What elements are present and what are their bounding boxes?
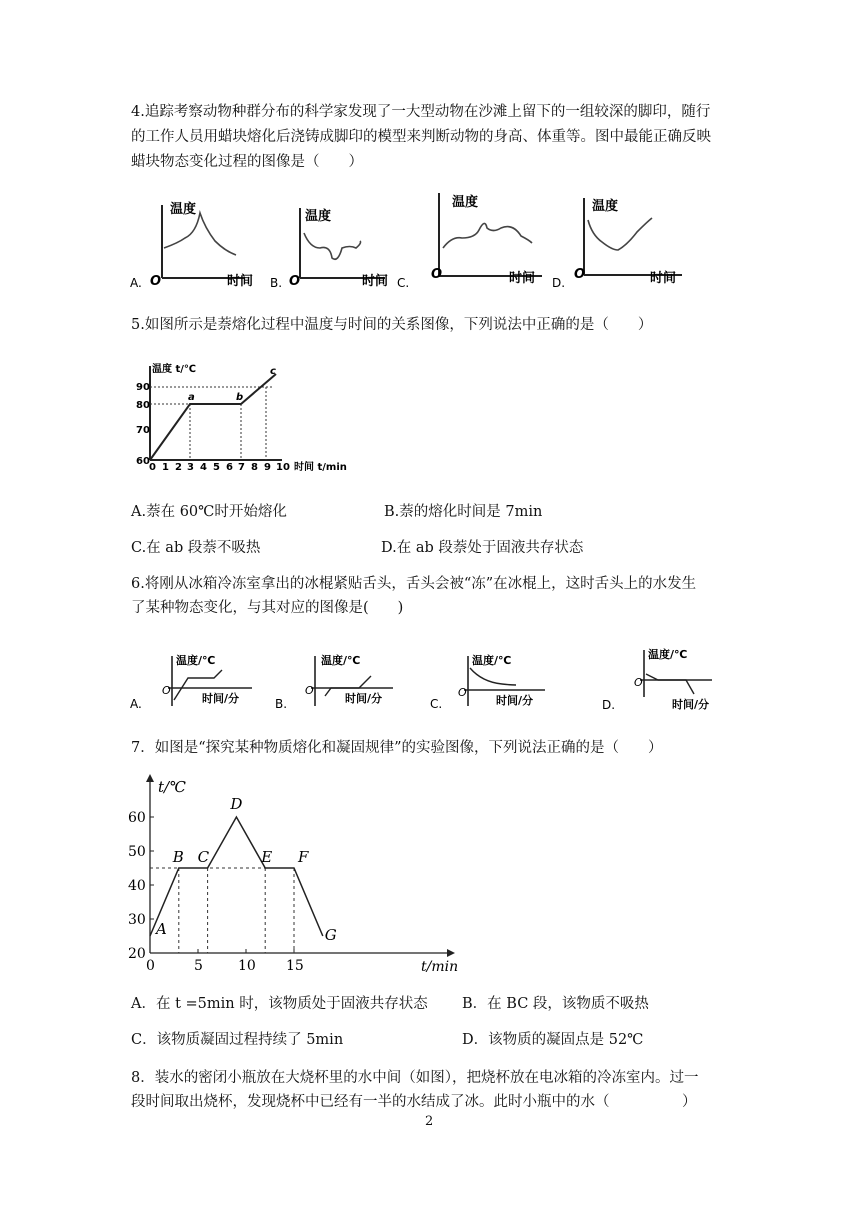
svg-text:0: 0 <box>149 462 156 473</box>
q4-line-1: 4.追踪考察动物种群分布的科学家发现了一大型动物在沙滩上留下的一组较深的脚印，随行 <box>131 104 711 120</box>
q7-point-label: A <box>156 920 167 938</box>
q7-ylabel: t/℃ <box>158 778 186 796</box>
svg-text:O: O <box>634 676 643 689</box>
svg-text:5: 5 <box>213 462 220 473</box>
q7-x-arrow <box>447 949 455 957</box>
svg-text:O: O <box>289 274 301 289</box>
svg-text:80: 80 <box>136 400 150 411</box>
q7-option-c: C．该物质凝固过程持续了 5min <box>131 1032 344 1048</box>
q7-ytick-label: 60 <box>128 810 146 826</box>
svg-text:1: 1 <box>162 462 169 473</box>
svg-text:60: 60 <box>136 456 150 467</box>
q7-point-label: G <box>324 926 337 944</box>
q4-graph-b <box>270 193 390 293</box>
q7-chart-svg <box>125 770 465 975</box>
svg-text:O: O <box>431 267 443 282</box>
q5-ylabel: 温度 t/℃ <box>152 364 197 375</box>
q7-xlabel: t/min <box>421 959 459 975</box>
q5-chart <box>130 362 360 477</box>
q7-ytick-label: 50 <box>128 844 146 860</box>
svg-text:时间/分: 时间/分 <box>345 692 383 705</box>
svg-text:4: 4 <box>200 462 207 473</box>
q7-xtick-label: 0 <box>146 958 155 974</box>
svg-text:6: 6 <box>226 462 233 473</box>
svg-text:时间/分: 时间/分 <box>496 694 534 707</box>
q7-point-label: E <box>261 848 273 866</box>
svg-text:时间: 时间 <box>509 271 536 286</box>
q5-option-b: B.萘的熔化时间是 7min <box>384 504 543 520</box>
svg-text:D.: D. <box>552 276 566 290</box>
svg-text:时间/分: 时间/分 <box>672 698 710 711</box>
q7-xtick-label: 15 <box>286 958 304 974</box>
q5-option-a: A.萘在 60℃时开始熔化 <box>131 504 287 520</box>
q4a-option: A. <box>130 276 142 290</box>
svg-text:O: O <box>162 684 171 697</box>
q7-point-label: D <box>230 795 243 813</box>
q7-chart <box>125 770 465 975</box>
q7-ytick-label: 30 <box>128 912 146 928</box>
q7-xtick-label: 5 <box>194 958 203 974</box>
svg-text:8: 8 <box>251 462 258 473</box>
q7-option-d: D．该物质的凝固点是 52℃ <box>462 1032 644 1048</box>
q7-option-b: B．在 BC 段，该物质不吸热 <box>462 996 649 1012</box>
svg-text:温度: 温度 <box>592 199 619 214</box>
q4-graph-a <box>130 193 254 293</box>
svg-text:70: 70 <box>136 425 150 436</box>
q7-point-label: C <box>197 848 210 866</box>
q7-y-arrow <box>146 774 154 782</box>
svg-text:温度/℃: 温度/℃ <box>321 654 361 667</box>
q4-graph-d <box>552 190 687 293</box>
q8-line-1: 8．装水的密闭小瓶放在大烧杯里的水中间（如图），把烧杯放在电冰箱的冷冻室内。过一 <box>131 1070 699 1086</box>
q4-graph-c <box>397 188 547 293</box>
q4a-ylabel: 温度 <box>170 202 197 217</box>
q6-graph-c <box>430 648 560 713</box>
svg-text:温度/℃: 温度/℃ <box>176 654 216 667</box>
svg-text:O: O <box>574 267 586 282</box>
q7-stem: 7．如图是“探究某种物质熔化和凝固规律”的实验图像，下列说法正确的是（ ） <box>131 740 663 756</box>
q6-line-2: 了某种物态变化，与其对应的图像是( ) <box>131 600 404 616</box>
q4-line-3: 蜡块物态变化过程的图像是（ ） <box>131 154 363 170</box>
svg-text:温度: 温度 <box>452 195 479 210</box>
svg-text:温度: 温度 <box>305 209 332 224</box>
q7-option-a: A．在 t =5min 时，该物质处于固液共存状态 <box>131 996 428 1012</box>
svg-text:A.: A. <box>130 697 142 711</box>
svg-text:时间/分: 时间/分 <box>202 692 240 705</box>
q4a-xlabel: 时间 <box>227 274 254 289</box>
page-number: 2 <box>425 1114 434 1129</box>
svg-text:7: 7 <box>238 462 245 473</box>
svg-text:时间 t/min: 时间 t/min <box>294 462 347 473</box>
svg-text:B.: B. <box>270 276 283 290</box>
q8-line-2: 段时间取出烧杯，发现烧杯中已经有一半的水结成了冰。此时小瓶中的水（ ） <box>131 1094 697 1110</box>
svg-text:b: b <box>236 392 244 403</box>
q7-xtick-label: 10 <box>238 958 256 974</box>
svg-text:C.: C. <box>430 697 443 711</box>
svg-text:O: O <box>150 274 162 289</box>
svg-text:时间: 时间 <box>362 274 389 289</box>
q7-ytick-label: 20 <box>128 946 146 962</box>
q4-line-2: 的工作人员用蜡块熔化后浇铸成脚印的模型来判断动物的身高、体重等。图中最能正确反映 <box>131 129 711 145</box>
svg-text:温度/℃: 温度/℃ <box>648 648 688 661</box>
svg-text:c: c <box>270 366 276 377</box>
svg-text:温度/℃: 温度/℃ <box>472 654 512 667</box>
q6-line-1: 6.将刚从冰箱冷冻室拿出的冰棍紧贴舌头，舌头会被“冻”在冰棍上，这时舌头上的水发生 <box>131 576 697 592</box>
q7-series-line <box>150 817 323 936</box>
svg-text:a: a <box>188 392 195 403</box>
svg-text:D.: D. <box>602 698 616 712</box>
svg-text:3: 3 <box>187 462 194 473</box>
q6-graph-b <box>275 648 415 713</box>
q7-point-label: F <box>298 848 309 866</box>
q5-option-c: C.在 ab 段萘不吸热 <box>131 540 261 556</box>
q7-point-label: B <box>172 848 184 866</box>
svg-text:O: O <box>305 684 314 697</box>
svg-text:9: 9 <box>264 462 271 473</box>
svg-text:C.: C. <box>397 276 410 290</box>
svg-text:2: 2 <box>175 462 182 473</box>
q7-ytick-label: 40 <box>128 878 146 894</box>
q6-graph-d <box>602 642 732 714</box>
svg-text:90: 90 <box>136 382 150 393</box>
svg-text:时间: 时间 <box>650 271 677 286</box>
svg-text:O: O <box>458 686 467 699</box>
q6-graph-a <box>130 648 260 713</box>
svg-text:B.: B. <box>275 697 288 711</box>
q5-option-d: D.在 ab 段萘处于固液共存状态 <box>381 540 584 556</box>
q5-stem: 5.如图所示是萘熔化过程中温度与时间的关系图像，下列说法中正确的是（ ） <box>131 317 653 333</box>
svg-text:10: 10 <box>276 462 290 473</box>
